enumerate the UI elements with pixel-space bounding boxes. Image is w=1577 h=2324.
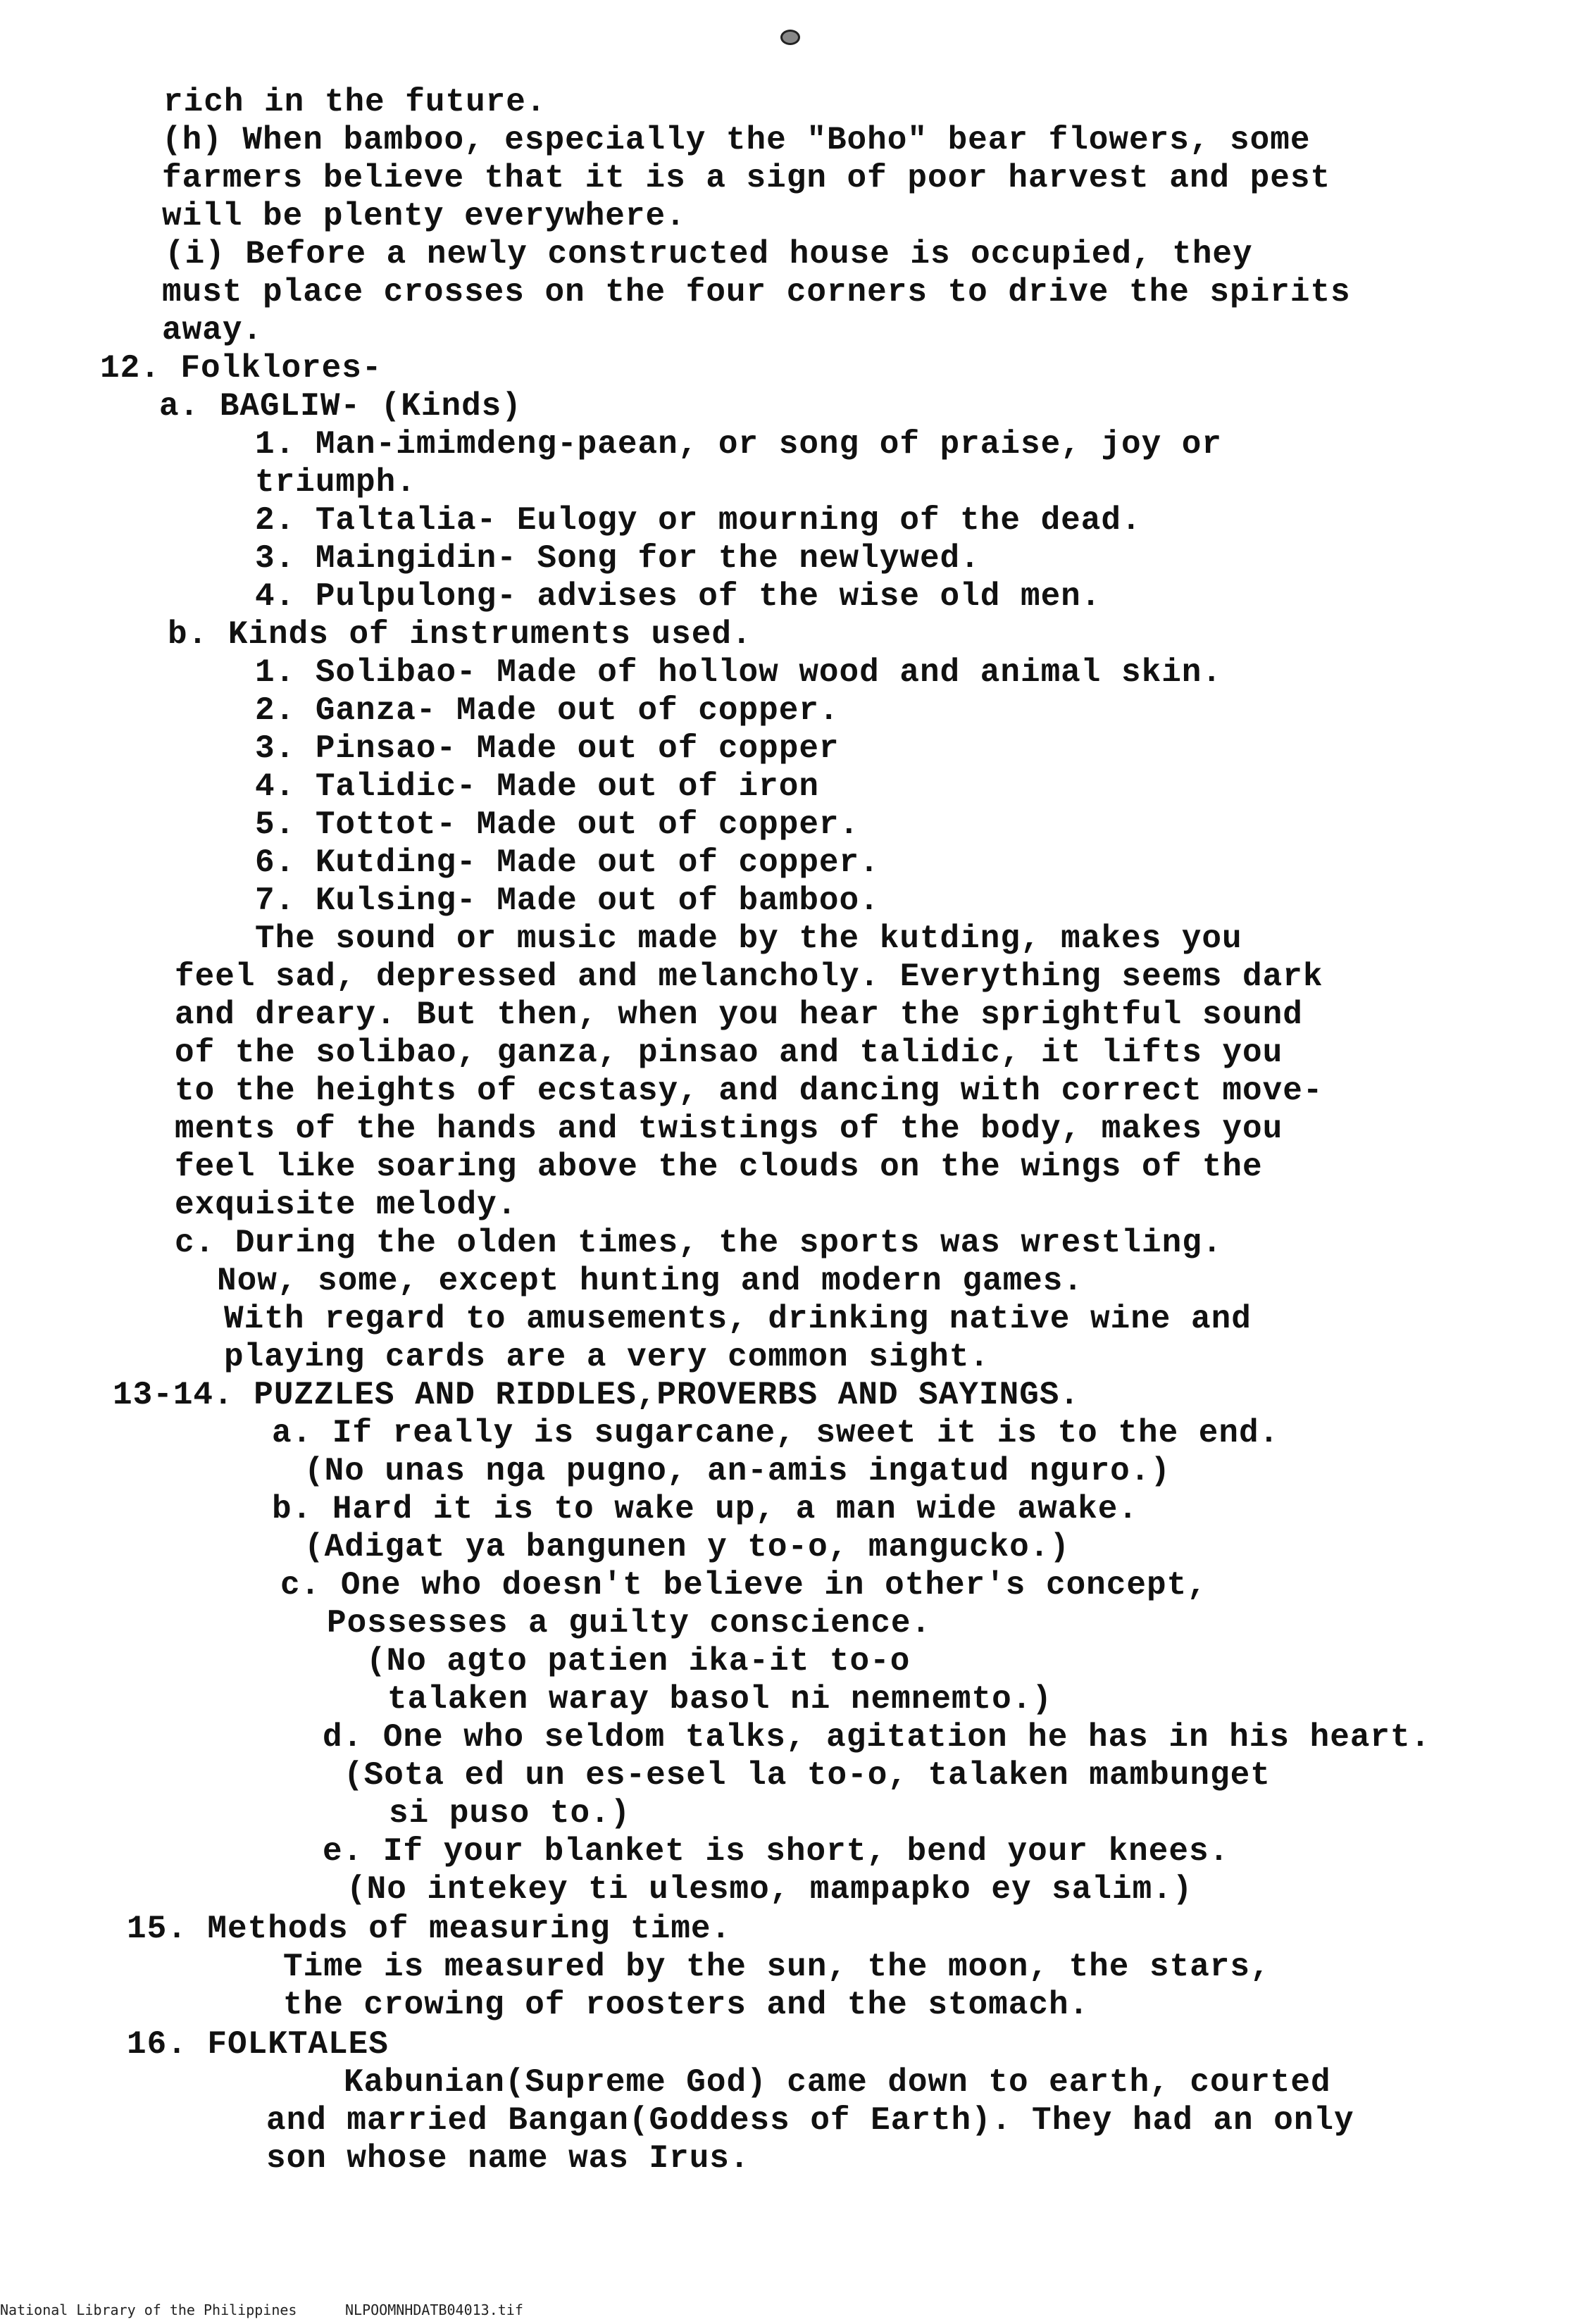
text-line: feel sad, depressed and melancholy. Everything seems dark <box>175 958 1323 995</box>
text-line: With regard to amusements, drinking native wine and <box>224 1301 1252 1337</box>
text-line: (Adigat ya bangunen y to-o, mangucko.) <box>304 1529 1070 1566</box>
text-line: will be plenty everywhere. <box>162 198 686 235</box>
section-heading: 16. FOLKTALES <box>127 2026 389 2063</box>
text-line: Possesses a guilty conscience. <box>327 1605 932 1642</box>
list-item: b. Hard it is to wake up, a man wide awake. <box>272 1491 1138 1528</box>
list-item: 4. Talidic- Made out of iron <box>255 768 819 805</box>
text-line: son whose name was Irus. <box>266 2140 750 2177</box>
section-heading: 12. Folklores- <box>100 350 382 387</box>
footer-library: National Library of the Philippines <box>0 2301 297 2318</box>
list-item: 3. Pinsao- Made out of copper <box>255 730 840 767</box>
list-item: 7. Kulsing- Made out of bamboo. <box>255 882 880 919</box>
text-line: farmers believe that it is a sign of poor harvest and pest <box>162 160 1331 196</box>
list-item: e. If your blanket is short, bend your knees. <box>323 1833 1230 1870</box>
list-item: 5. Tottot- Made out of copper. <box>255 806 860 843</box>
text-line: (No intekey ti ulesmo, mampapko ey salim.) <box>347 1871 1193 1908</box>
text-line: (Sota ed un es-esel la to-o, talaken mambunget <box>344 1757 1271 1794</box>
list-item: 2. Ganza- Made out of copper. <box>255 692 840 729</box>
list-item: 3. Maingidin- Song for the newlywed. <box>255 540 980 577</box>
text-line: ments of the hands and twistings of the body, makes you <box>175 1111 1283 1147</box>
text-line: The sound or music made by the kutding, makes you <box>255 920 1242 957</box>
list-item: d. One who seldom talks, agitation he has in his heart. <box>323 1719 1431 1756</box>
list-item: 2. Taltalia- Eulogy or mourning of the dead. <box>255 502 1142 539</box>
subsection-heading: a. BAGLIW- (Kinds) <box>159 388 522 425</box>
footer-file: NLPOOMNHDATB04013.tif <box>345 2301 523 2318</box>
text-line: to the heights of ecstasy, and dancing with correct move- <box>175 1073 1323 1109</box>
list-item: 1. Solibao- Made of hollow wood and animal skin. <box>255 654 1223 691</box>
text-line: feel like soaring above the clouds on the wings of the <box>175 1149 1263 1185</box>
section-heading: 15. Methods of measuring time. <box>127 1911 732 1947</box>
text-line: (No unas nga pugno, an-amis ingatud nguro.) <box>304 1453 1171 1489</box>
text-line: Time is measured by the sun, the moon, the stars, <box>283 1949 1271 1985</box>
punch-hole-icon <box>780 30 800 45</box>
list-item: a. If really is sugarcane, sweet it is to the end. <box>272 1415 1280 1451</box>
text-line: rich in the future. <box>163 84 547 120</box>
text-line: away. <box>162 312 263 349</box>
text-line: triumph. <box>255 464 416 501</box>
list-item: c. One who doesn't believe in other's concept, <box>280 1567 1207 1604</box>
list-item: 4. Pulpulong- advises of the wise old men. <box>255 578 1102 615</box>
text-line: Now, some, except hunting and modern games. <box>217 1263 1083 1299</box>
subsection-heading: c. During the olden times, the sports was wrestling. <box>175 1225 1223 1261</box>
text-line: exquisite melody. <box>175 1187 518 1223</box>
subsection-heading: b. Kinds of instruments used. <box>168 616 752 653</box>
section-heading: 13-14. PUZZLES AND RIDDLES,PROVERBS AND SAYINGS. <box>113 1377 1080 1413</box>
text-line: si puso to.) <box>389 1795 631 1832</box>
text-line: must place crosses on the four corners to drive the spirits <box>162 274 1351 311</box>
text-line: (i) Before a newly constructed house is occupied, they <box>165 236 1253 273</box>
list-item: 1. Man-imimdeng-paean, or song of praise, joy or <box>255 426 1223 463</box>
text-line: (h) When bamboo, especially the "Boho" bear flowers, some <box>162 122 1311 158</box>
text-line: the crowing of roosters and the stomach. <box>283 1987 1090 2023</box>
list-item: 6. Kutding- Made out of copper. <box>255 844 880 881</box>
text-line: and dreary. But then, when you hear the sprightful sound <box>175 997 1303 1033</box>
text-line: of the solibao, ganza, pinsao and talidic, it lifts you <box>175 1035 1283 1071</box>
text-line: (No agto patien ika-it to-o <box>366 1643 911 1680</box>
text-line: Kabunian(Supreme God) came down to earth, courted <box>344 2064 1331 2101</box>
text-line: talaken waray basol ni nemnemto.) <box>387 1681 1052 1718</box>
text-line: playing cards are a very common sight. <box>224 1339 990 1375</box>
text-line: and married Bangan(Goddess of Earth). They had an only <box>266 2102 1354 2139</box>
